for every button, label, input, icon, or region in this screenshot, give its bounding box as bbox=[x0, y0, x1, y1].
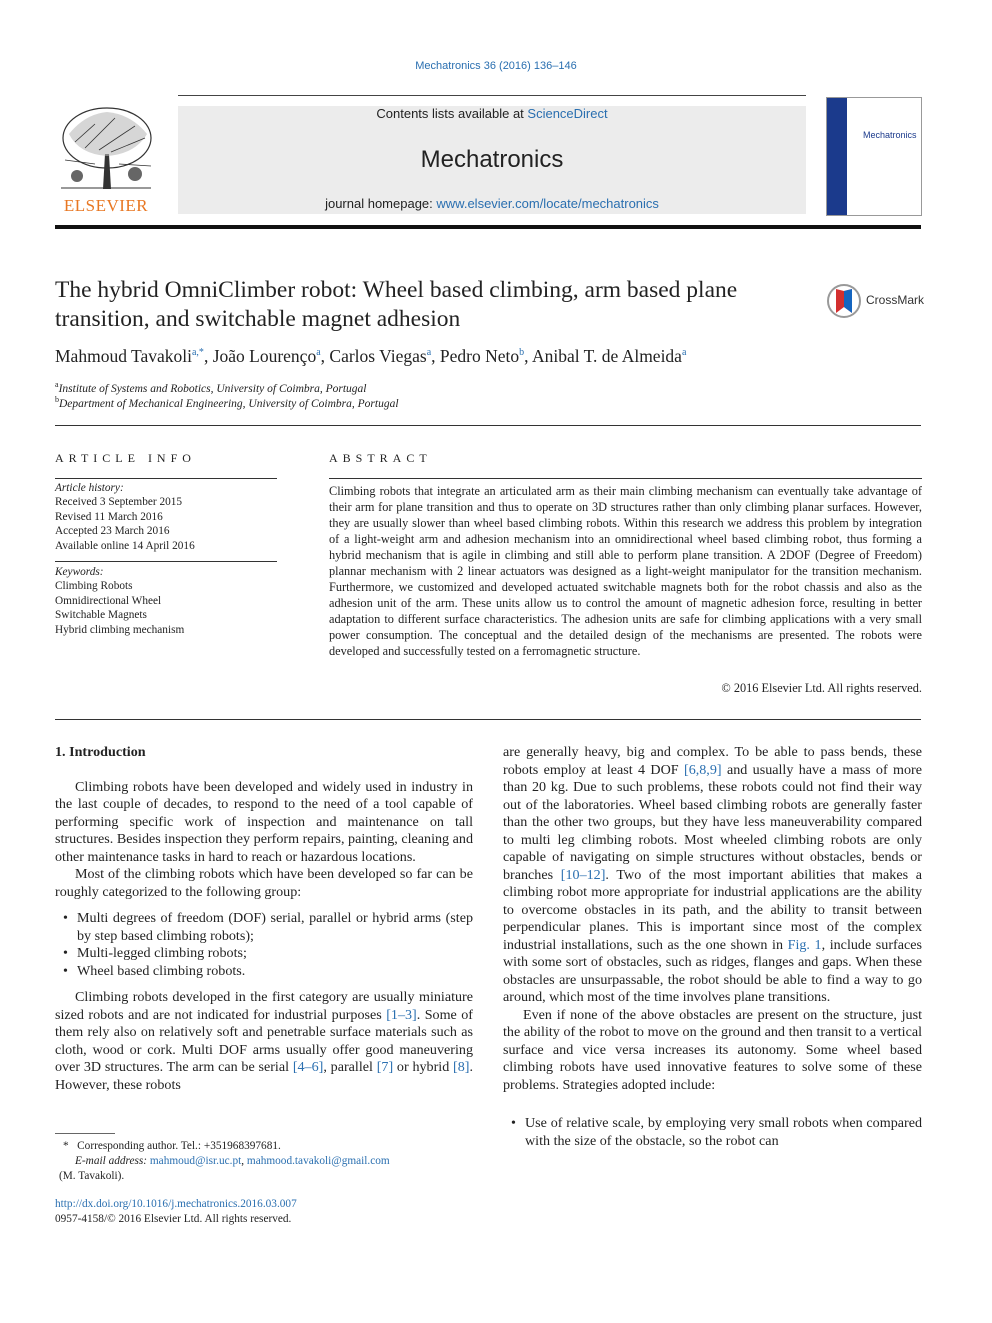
abstract-body: Climbing robots that integrate an articulated arm as their main climbing mechanism can eventually take advantage of their arm for plane transition and thus to operate on 3D structures rather than only climbing planar surfaces. However, they are usually slower than wheel based climbing robots. Within this research we address this problem by integration of a light-weight arm and adhesion mechanism into an omnidirectional wheel based climbing robot, thus forming a hybrid mechanism that is agile in climbing and still able to perform plane transition. A 2DOF (Degree of Freedom) plannar mechanism with 2 linear actuators was designed as a light-weight manipulator for the transition mechanism. Furthermore, we customized and developed actuated switchable magnets both for the robot chassis and also as the adhesion unit of the arm. These units allow us to control the amount of magnetic adhesion force, resulting in better adaptation to different surface characteristics. The adhesion units are safe for climbing applications with a very small power consumption. The conceptual and the detailed design of the mechanisms are presented. The robots were developed and successfully tested on a ferromagnetic structure. bbox=[329, 484, 922, 658]
divider bbox=[329, 478, 922, 479]
article-title: The hybrid OmniClimber robot: Wheel based climbing, arm based plane transition, and switchable magnet adhesion bbox=[55, 277, 738, 332]
elsevier-wordmark: ELSEVIER bbox=[63, 196, 149, 215]
divider bbox=[55, 425, 921, 426]
footnote: * Corresponding author. Tel.: +351968397681. E-mail address: mahmoud@isr.uc.pt, mahmood.tavakoli@gmail.com (M. Tavakoli). bbox=[59, 1140, 390, 1182]
journal-title: Mechatronics bbox=[420, 146, 564, 173]
keyword: Switchable Magnets bbox=[55, 609, 147, 622]
footnote-rule bbox=[55, 1133, 115, 1134]
author-sup[interactable]: a bbox=[681, 347, 687, 359]
left-column bbox=[55, 744, 473, 1094]
list-item: • Wheel based climbing robots. bbox=[55, 963, 473, 981]
email-link[interactable]: mahmoud@isr.uc.pt bbox=[149, 1155, 242, 1167]
paragraph: Even if none of the above obstacles are present on the structure, just the ability of the robot to move on the ground and then transit to a vertical surface and vice versa increases its autonomy. Some wheel based climbing robots have used innovative features to solve some of these problems. Strategies adopted include: bbox=[503, 1006, 922, 1093]
sciencedirect-link[interactable]: ScienceDirect bbox=[527, 106, 608, 121]
figure-link[interactable]: Fig. 1 bbox=[787, 936, 822, 953]
homepage-link[interactable]: www.elsevier.com/locate/mechatronics bbox=[436, 196, 659, 211]
divider bbox=[55, 719, 921, 720]
journal-cover[interactable] bbox=[826, 97, 922, 216]
keyword: Climbing Robots bbox=[55, 580, 133, 593]
elsevier-logo bbox=[55, 104, 157, 216]
citation-link[interactable]: [4–6] bbox=[292, 1059, 324, 1075]
abstract-copyright: © 2016 Elsevier Ltd. All rights reserved. bbox=[721, 681, 922, 695]
author-name: João Lourenço bbox=[212, 346, 317, 366]
cover-stripe bbox=[827, 98, 847, 215]
bullet-list bbox=[55, 910, 473, 980]
keyword: Omnidirectional Wheel bbox=[55, 594, 162, 607]
homepage-line: journal homepage: www.elsevier.com/locate/mechatronics bbox=[325, 196, 659, 211]
paragraph: Climbing robots developed in the first category are usually miniature sized robots and are not indicated for industrial purposes [1–3]. Some of them rely also on relatively soft and penetrable surface materials such as cloth, wood or cork. Multi DOF arms usually offer good maneuvering over 3D structures. The arm can be serial [4–6], parallel [7] or hybrid [8]. However, these robots bbox=[55, 989, 473, 1093]
citation-link[interactable]: [6,8,9] bbox=[684, 761, 722, 778]
doi-block bbox=[55, 1197, 475, 1227]
article-history: Article history: Received 3 September 2015 Revised 11 March 2016 Accepted 23 March 2016 Available online 14 April 2016 bbox=[55, 481, 277, 553]
cover-title: Mechatronics bbox=[863, 130, 917, 140]
paragraph: Most of the climbing robots which have been developed so far can be roughly categorized to the following group: bbox=[55, 866, 473, 900]
author-sup[interactable]: b bbox=[519, 347, 525, 359]
author-name: Pedro Neto bbox=[439, 346, 520, 366]
list-item: • Multi-legged climbing robots; bbox=[55, 945, 473, 963]
author-sup[interactable]: a bbox=[426, 347, 432, 359]
bullet-list bbox=[503, 1115, 922, 1150]
author-list: Mahmoud Tavakoli$^{a,*}$, João Lourenço$^a$, Carlos Viegas$^a$, Pedro Neto$^b$, Anibal T. de Almeida$^a$ bbox=[55, 346, 687, 366]
citation-link[interactable]: [8] bbox=[453, 1059, 470, 1075]
doi-link[interactable]: http://dx.doi.org/10.1016/j.mechatronics.2016.03.007 bbox=[55, 1198, 297, 1210]
author-sup[interactable]: a bbox=[316, 347, 321, 359]
citation-link[interactable]: [7] bbox=[376, 1059, 394, 1075]
journal-reference[interactable]: Mechatronics 36 (2016) 136–146 bbox=[415, 60, 577, 72]
divider bbox=[55, 478, 277, 479]
issn-line: 0957-4158/© 2016 Elsevier Ltd. All rights reserved. bbox=[55, 1213, 292, 1225]
affiliation: $^b$Department of Mechanical Engineering, University of Coimbra, Portugal bbox=[55, 395, 399, 410]
history-item: Revised 11 March 2016 bbox=[55, 510, 163, 523]
header-divider bbox=[55, 225, 921, 229]
keyword: Hybrid climbing mechanism bbox=[55, 623, 185, 636]
paragraph: are generally heavy, big and complex. To be able to pass bends, these robots employ at least 4 DOF [6,8,9] and usually have a mass of more than 20 kg. Due to such problems, these robots could not find their way out of the laboratories. Wheel based climbing robots are generally faster than the other two groups, but they have less maneuverability compared to multi leg climbing robots. Most wheeled climbing robots are only capable of navigating on simple structures without obstacles, bends or branches [10–12]. Two of the most important abilities that makes a climbing robot more appropriate for industrial applications are the ability to overcome obstacles in its path, and the ability to transit between perpendicular planes. This is important since most of the complex industrial installations, such as the one shown in Fig. 1, include surfaces with some sort of obstacles, such as ridges, flanges and gaps. When these obstacles are unsurpassable, the robot should be able to find a way to go around, which most of the time involves plane transitions. bbox=[503, 744, 923, 1005]
right-column bbox=[503, 744, 922, 1150]
abstract-heading: ABSTRACT bbox=[329, 451, 432, 465]
tree-icon bbox=[55, 104, 157, 192]
header-top-rule bbox=[178, 95, 806, 96]
crossmark-badge[interactable] bbox=[826, 283, 926, 319]
history-item: Accepted 23 March 2016 bbox=[55, 525, 170, 538]
email-link[interactable]: mahmood.tavakoli@gmail.com bbox=[246, 1155, 390, 1167]
article-info-heading: ARTICLE INFO bbox=[55, 451, 196, 465]
author-sup[interactable]: a,* bbox=[191, 347, 204, 359]
affiliation: $^a$Institute of Systems and Robotics, University of Coimbra, Portugal bbox=[55, 380, 367, 395]
crossmark-icon bbox=[826, 283, 862, 319]
divider bbox=[55, 561, 277, 562]
history-item: Available online 14 April 2016 bbox=[55, 539, 195, 552]
author-name: Carlos Viegas bbox=[329, 346, 427, 366]
crossmark-label: CrossMark bbox=[866, 293, 925, 307]
contents-line: Contents lists available at ScienceDirect bbox=[376, 106, 608, 121]
list-item: • Multi degrees of freedom (DOF) serial, parallel or hybrid arms (step by step based climbing robots); bbox=[55, 910, 473, 945]
keywords: Keywords: Climbing Robots Omnidirectional Wheel Switchable Magnets Hybrid climbing mechanism bbox=[55, 565, 277, 637]
author-name: Mahmoud Tavakoli bbox=[55, 346, 192, 366]
section-heading: 1. Introduction bbox=[55, 744, 146, 760]
journal-header bbox=[178, 106, 806, 214]
author-name: Anibal T. de Almeida bbox=[531, 346, 682, 366]
paragraph: Climbing robots have been developed and widely used in industry in the last couple of decades, to respond to the need of a tool capable of performing specific work of inspection and maintenance on tall structures. Besides inspection they perform repairs, painting, cleaning and other maintenance tasks in hard to reach or hazardous locations. bbox=[55, 778, 473, 865]
history-item: Received 3 September 2015 bbox=[55, 496, 183, 509]
citation-link[interactable]: [10–12] bbox=[560, 866, 606, 883]
citation-link[interactable]: [1–3] bbox=[386, 1006, 417, 1023]
list-item: • Use of relative scale, by employing very small robots when compared with the size of the obstacle, so the robot can bbox=[503, 1115, 922, 1150]
